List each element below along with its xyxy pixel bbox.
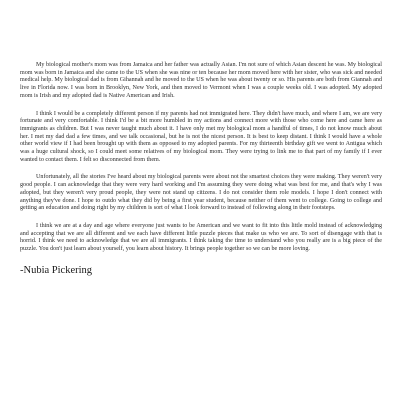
paragraph-4: I think we are at a day and age where everyone just wants to be American and we want to fit into this little mold instead of acknowledging and accepting that we are all different and we each have different little puzzle pieces that make us who we are. To sort of disengage with that is horrid. I think we need to acknowledge that we are all immigrants. I think taking the time to understand who you really are is a big piece of the puzzle. You don't just learn about yourself, you learn about history. It brings people together so we can be more loving.: [20, 222, 382, 253]
paragraph-2: I think I would be a completely different person if my parents had not immigrated here. They didn't have much, and where I am, we are very fortunate and very comfortable. I think I'd be a bit more humbled in my actions and connect more with those who come here and came here as immigrants as children. But I was never taught much about it. I have only met my biological mom a handful of times, I do not know much about her. I met my dad dad a few times, and we talk occasional, but he is not the nicest person. It is best to keep distant. I think I would have a whole other world view if I had been brought up with them as opposed to my adopted parents. For my thirteenth birthday gift we went to Antigua which was a huge cultural shock, so I could meet some relatives of my biological mom. They were trying to link me to that part of my family if I ever wanted to contact them. I felt so disconnected from them.: [20, 110, 382, 163]
paragraph-1: My biological mother's mom was from Jamaica and her father was actually Asian. I'm not sure of which Asian descent he was. My biological mom was born in Jamaica and she came to the US when she was nine or ten because her mom moved here with her sister, who was sick and needed medical help. My biological dad is from Gihannah and he moved to the US when he was about twenty or so. His parents are both from Giannah and live in Florida now. I was born in Brooklyn, New York, and then moved to Vermont when I was a couple weeks old. I was adopted. My adopted mom is Irish and my adopted dad is Native American and Irish.: [20, 62, 382, 99]
author-signature: -Nubia Pickering: [20, 264, 93, 276]
essay-page: [20, 62, 382, 277]
paragraph-3: Unfortunately, all the stories I've heard about my biological parents were about not the smartest choices they were making. They weren't very good people. I can acknowledge that they were very hard working and I'm assuming they were doing what was best for me, and that's why I was adopted, but they weren't very proud people, they were not stand up citizens. I do not consider them role models. I hope I don't connect with anything they've done. I hope to outdo what they did by being a first year student, because neither of them went to college. Going to college and getting an education and doing right by my children is sort of what I look forward to instead of following along in their footsteps.: [20, 174, 382, 212]
